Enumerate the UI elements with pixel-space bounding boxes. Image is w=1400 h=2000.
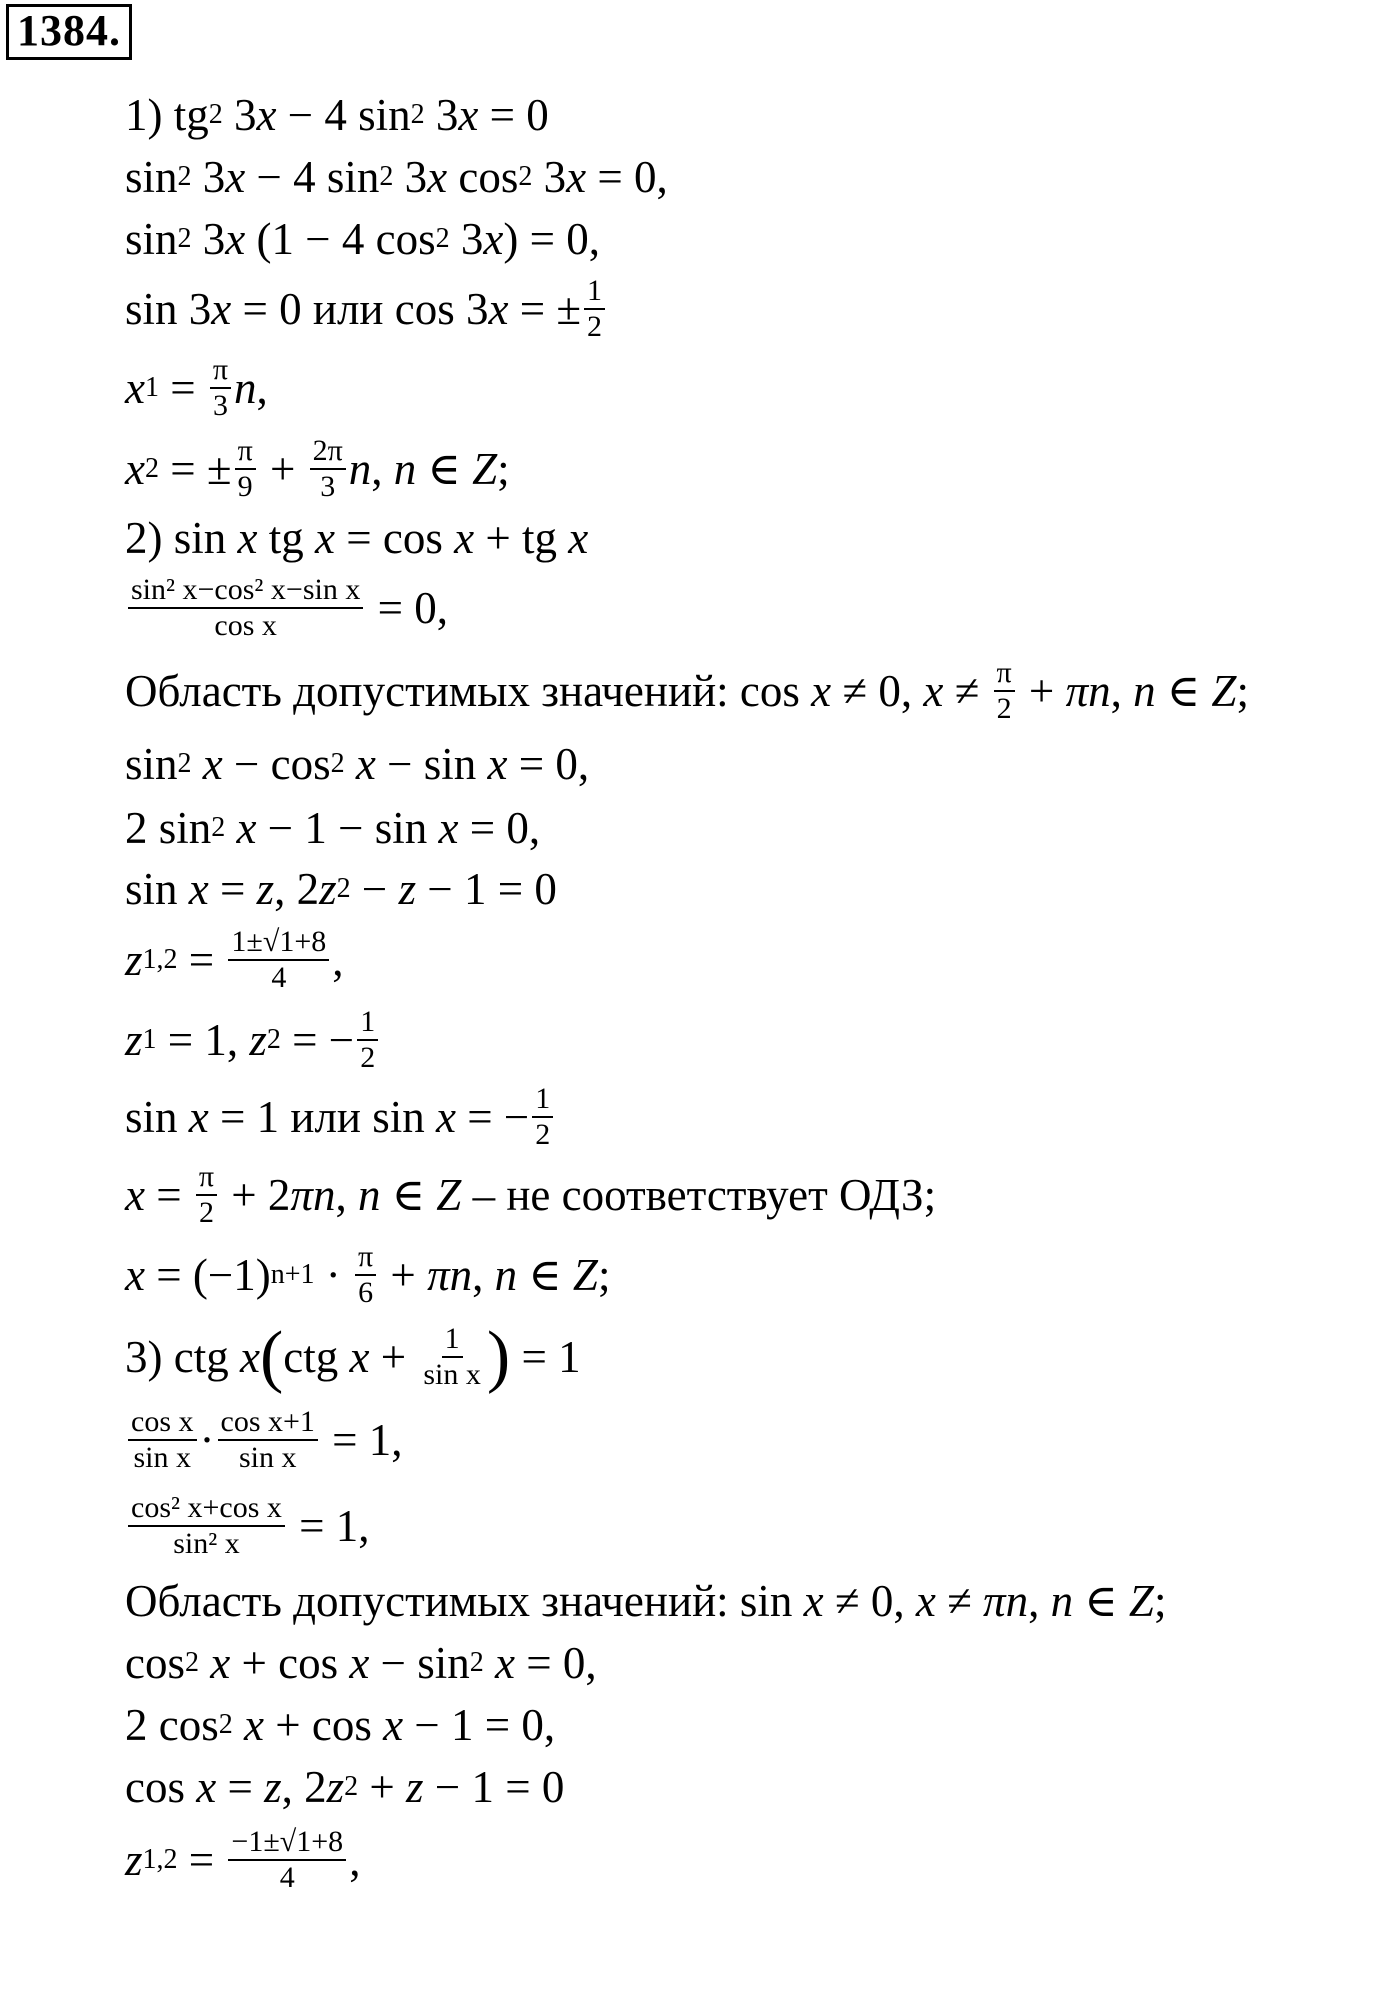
math-variable: x	[225, 213, 246, 264]
math-text: ·	[199, 1414, 215, 1465]
math-variable: Z	[1128, 1575, 1154, 1626]
math-text: 3	[393, 151, 428, 202]
math-variable: x	[244, 1699, 264, 1750]
math-variable: x	[315, 512, 335, 563]
math-variable: n	[348, 443, 372, 494]
solution-body	[125, 84, 1400, 1902]
math-text: − 4 sin	[245, 151, 380, 202]
math-text: −	[350, 863, 399, 914]
subscript: 1	[144, 372, 159, 403]
math-variable: x	[568, 512, 589, 563]
math-text: ,	[371, 443, 394, 494]
math-text: sin	[125, 738, 178, 789]
math-variable: x	[125, 1249, 145, 1300]
subscript: 2	[266, 1024, 281, 1055]
math-text: + cos	[263, 1699, 384, 1750]
math-text: 3	[424, 89, 459, 140]
math-text: + tg	[474, 512, 569, 563]
math-text: = 0 или cos 3	[231, 283, 489, 334]
math-text: ;	[1153, 1575, 1167, 1626]
fraction-numerator: 1	[532, 1082, 553, 1119]
equation-line	[125, 1694, 1400, 1756]
math-variable: z	[406, 1761, 424, 1812]
math-variable: z	[398, 863, 417, 914]
fraction	[128, 1491, 285, 1562]
fraction	[228, 1825, 346, 1896]
math-text: , 2	[281, 1761, 327, 1812]
math-variable: x	[483, 213, 504, 264]
math-variable: x	[495, 1637, 515, 1688]
math-variable: πn	[290, 1169, 336, 1220]
equation-line	[125, 1002, 1400, 1078]
math-text: +	[358, 1761, 407, 1812]
fraction-numerator: cos x+1	[218, 1405, 318, 1442]
fraction-denominator: 9	[237, 470, 253, 503]
math-text: ,	[332, 934, 344, 985]
equation-line	[125, 1398, 1400, 1482]
math-variable: πn	[1065, 665, 1111, 716]
equation-line	[125, 146, 1400, 208]
fraction-numerator: π	[235, 434, 256, 471]
fraction	[994, 656, 1015, 727]
math-variable: z	[125, 1014, 143, 1065]
fraction-numerator: 1±√1+8	[228, 925, 329, 962]
math-text: 2 cos	[125, 1699, 219, 1750]
math-text: cos	[447, 151, 519, 202]
fraction-denominator: 3	[212, 389, 228, 422]
math-text: − sin	[369, 1637, 470, 1688]
fraction-denominator: 2	[198, 1196, 214, 1229]
fraction-denominator: sin x	[238, 1441, 297, 1474]
fraction-denominator: 4	[279, 1861, 295, 1894]
fraction-denominator: 3	[320, 470, 336, 503]
superscript: 2	[518, 161, 533, 192]
fraction-numerator: π	[994, 656, 1015, 693]
math-text: sin 3	[125, 283, 212, 334]
math-text: Область допустимых значений: cos	[125, 665, 812, 716]
fraction-denominator: 2	[587, 310, 603, 343]
equation-line	[125, 428, 1400, 510]
math-variable: x	[237, 512, 258, 563]
math-text: =	[158, 362, 207, 413]
math-variable: x	[458, 89, 479, 140]
fraction-denominator: 6	[358, 1276, 374, 1309]
equation-line	[125, 732, 1400, 796]
equation-line	[125, 1156, 1400, 1234]
math-text: 3	[191, 213, 226, 264]
superscript: 2	[177, 223, 192, 254]
superscript: 2	[208, 99, 223, 130]
math-text	[484, 1641, 495, 1686]
fraction-numerator: 1	[584, 274, 605, 311]
math-text: − 1 = 0	[416, 863, 557, 914]
equation-line	[125, 860, 1400, 918]
math-text: =	[216, 1761, 265, 1812]
math-text: =	[144, 1169, 193, 1220]
math-variable: x	[349, 1637, 370, 1688]
math-variable: z	[125, 934, 143, 985]
math-text: ∈	[1155, 665, 1212, 716]
math-text: = ±	[158, 443, 232, 494]
equation-line	[125, 1234, 1400, 1316]
math-text: cos	[125, 1761, 197, 1812]
math-variable: x	[125, 1169, 145, 1220]
superscript: 2	[218, 1709, 233, 1740]
math-text: ;	[597, 1249, 611, 1300]
math-variable: x	[349, 1331, 370, 1382]
fraction-denominator: sin x	[423, 1358, 481, 1391]
fraction	[210, 353, 231, 424]
math-text: = 1,	[156, 1014, 250, 1065]
fraction	[228, 925, 329, 996]
subscript: 1,2	[142, 1844, 178, 1875]
math-text: = (−1)	[144, 1249, 271, 1300]
math-variable: x	[438, 802, 459, 853]
math-variable: πn	[427, 1249, 473, 1300]
math-text: ∈	[517, 1249, 573, 1300]
math-text: = 0	[478, 89, 549, 140]
fraction-denominator: sin x	[133, 1441, 191, 1474]
fraction-numerator: cos² x+cos x	[128, 1491, 285, 1528]
subscript: 1	[142, 1024, 157, 1055]
math-text: ∈	[380, 1169, 437, 1220]
math-variable: x	[915, 1575, 936, 1626]
math-variable: z	[249, 1014, 267, 1065]
math-variable: z	[326, 1761, 345, 1812]
math-text: sin	[125, 213, 178, 264]
math-variable: x	[196, 1761, 217, 1812]
math-text: = 0,	[514, 1637, 597, 1688]
math-text: ≠ 0,	[831, 665, 924, 716]
math-text	[233, 1703, 244, 1748]
math-text: ≠	[935, 1575, 984, 1626]
superscript: 2	[435, 223, 450, 254]
fraction-denominator: 2	[360, 1041, 376, 1074]
math-text: − sin	[375, 738, 488, 789]
math-text: ≠	[943, 665, 991, 716]
math-text: ;	[1236, 665, 1249, 716]
math-text: − 1 − sin	[256, 802, 439, 853]
math-variable: x	[125, 443, 145, 494]
math-variable: x	[188, 863, 209, 914]
math-text: +	[258, 443, 307, 494]
math-text: ,	[1110, 665, 1134, 716]
fraction-denominator: sin² x	[173, 1527, 240, 1560]
math-text: = 1 или sin	[208, 1091, 437, 1142]
math-text: =	[208, 863, 257, 914]
math-text: cos	[125, 1637, 185, 1688]
problem-number: 1384.	[6, 4, 132, 60]
math-text: + cos	[230, 1637, 350, 1688]
math-text: +	[369, 1331, 418, 1382]
fraction	[128, 1405, 197, 1476]
math-text: ) = 0,	[503, 213, 600, 264]
math-text: ∈	[1073, 1575, 1129, 1626]
math-text: ,	[335, 1169, 358, 1220]
equation-line	[125, 1632, 1400, 1694]
fraction	[196, 1160, 217, 1231]
math-text: 2) sin	[125, 512, 238, 563]
math-variable: z	[125, 1834, 143, 1885]
fraction-numerator: 2π	[310, 434, 346, 471]
math-variable: x	[211, 283, 232, 334]
equation-line	[125, 270, 1400, 348]
math-variable: πn	[983, 1575, 1029, 1626]
math-variable: x	[488, 283, 509, 334]
math-text: sin	[125, 863, 189, 914]
math-text: tg	[257, 512, 315, 563]
math-variable: x	[188, 1091, 209, 1142]
math-text: = 0,	[586, 151, 668, 202]
math-variable: x	[239, 1331, 260, 1382]
fraction	[532, 1082, 553, 1153]
large-parenthesis: (	[259, 1318, 284, 1395]
fraction	[235, 434, 256, 505]
math-text: ·	[314, 1249, 353, 1300]
math-text	[192, 742, 203, 787]
superscript: 2	[185, 1647, 199, 1678]
fraction	[357, 1005, 378, 1076]
fraction	[218, 1405, 318, 1476]
superscript: 2	[330, 748, 345, 779]
fraction-numerator: 1	[357, 1005, 378, 1042]
superscript: 2	[211, 812, 226, 843]
math-variable: z	[256, 863, 275, 914]
math-text: + 2	[220, 1169, 291, 1220]
math-text: – не соответствует ОДЗ;	[461, 1169, 937, 1220]
math-variable: n	[234, 362, 257, 413]
math-text: ≠ 0,	[823, 1575, 916, 1626]
fraction-numerator: cos x	[128, 1405, 197, 1442]
fraction	[584, 274, 605, 345]
fraction	[355, 1240, 376, 1311]
math-text: = 0,	[458, 802, 541, 853]
math-text	[199, 1641, 210, 1686]
math-text: Область допустимых значений: sin	[125, 1575, 804, 1626]
subscript: 2	[144, 453, 159, 484]
math-text: 1) tg	[125, 89, 209, 140]
math-variable: x	[383, 1699, 404, 1750]
equation-line	[125, 796, 1400, 860]
math-text: (1 − 4 cos	[245, 213, 436, 264]
math-variable: x	[923, 665, 944, 716]
fraction-denominator: 2	[996, 692, 1012, 725]
fraction-numerator: sin² x−cos² x−sin x	[128, 573, 363, 610]
superscript: 2	[336, 873, 351, 904]
math-variable: x	[436, 1091, 456, 1142]
equation-line	[125, 348, 1400, 428]
equation-line	[125, 1078, 1400, 1156]
math-variable: n	[1133, 665, 1156, 716]
math-text: 3	[191, 151, 226, 202]
fraction-numerator: π	[196, 1160, 217, 1197]
fraction	[420, 1322, 484, 1393]
equation-line	[125, 510, 1400, 566]
math-text: = 0,	[366, 582, 448, 633]
math-variable: Z	[1211, 665, 1237, 716]
math-text: = cos	[334, 512, 455, 563]
fraction-numerator: −1±√1+8	[228, 1825, 346, 1862]
math-text: ,	[256, 362, 268, 413]
math-text	[225, 806, 236, 851]
equation-line	[125, 1818, 1400, 1902]
equation-line	[125, 650, 1400, 732]
math-variable: x	[225, 151, 246, 202]
math-variable: x	[355, 738, 376, 789]
math-text	[345, 742, 356, 787]
equation-line	[125, 1482, 1400, 1570]
math-variable: z	[264, 1761, 282, 1812]
math-text: − 4 sin	[276, 89, 411, 140]
math-variable: z	[319, 863, 337, 914]
superscript: 2	[344, 1771, 359, 1802]
math-text: ctg	[283, 1331, 350, 1382]
math-text: 3	[532, 151, 567, 202]
fraction	[310, 434, 346, 505]
math-variable: x	[566, 151, 587, 202]
superscript: n+1	[270, 1259, 315, 1290]
fraction-numerator: π	[210, 353, 231, 390]
math-text: ,	[472, 1249, 495, 1300]
superscript: 2	[177, 748, 192, 779]
math-text: = ±	[508, 283, 582, 334]
math-variable: x	[125, 362, 145, 413]
math-text: − 1 = 0	[423, 1761, 565, 1812]
math-text: − 1 = 0,	[403, 1699, 556, 1750]
fraction-denominator: 4	[271, 961, 287, 994]
math-variable: Z	[472, 443, 498, 494]
equation-line	[125, 1316, 1400, 1398]
math-text: = −	[456, 1091, 530, 1142]
math-text: =	[177, 934, 226, 985]
math-variable: x	[803, 1575, 824, 1626]
equation-line	[125, 84, 1400, 146]
math-text: =	[177, 1834, 226, 1885]
math-variable: n	[357, 1169, 381, 1220]
math-text: = 0,	[507, 738, 590, 789]
math-text: − cos	[222, 738, 331, 789]
equation-line	[125, 208, 1400, 270]
math-text: ;	[497, 443, 510, 494]
math-text: ∈	[416, 443, 473, 494]
math-text: sin	[125, 151, 178, 202]
equation-line	[125, 1756, 1400, 1818]
math-variable: x	[202, 738, 223, 789]
fraction-numerator: π	[355, 1240, 376, 1277]
math-variable: n	[1050, 1575, 1074, 1626]
math-variable: Z	[572, 1249, 598, 1300]
math-variable: x	[811, 665, 832, 716]
math-variable: n	[494, 1249, 518, 1300]
math-variable: x	[454, 512, 475, 563]
math-text: , 2	[274, 863, 320, 914]
math-variable: x	[210, 1637, 231, 1688]
math-text: 3) ctg	[125, 1331, 240, 1382]
fraction	[128, 573, 363, 644]
math-variable: x	[236, 802, 257, 853]
math-variable: x	[256, 89, 277, 140]
equation-line	[125, 566, 1400, 650]
math-text: +	[379, 1249, 428, 1300]
math-text: ,	[1028, 1575, 1051, 1626]
math-variable: Z	[436, 1169, 462, 1220]
subscript: 1,2	[142, 944, 178, 975]
superscript: 2	[379, 161, 394, 192]
math-text: 3	[222, 89, 257, 140]
math-text: ,	[349, 1834, 361, 1885]
math-text: 3	[449, 213, 484, 264]
superscript: 2	[410, 99, 425, 130]
math-variable: n	[393, 443, 417, 494]
superscript: 2	[177, 161, 192, 192]
math-text: +	[1017, 665, 1066, 716]
fraction-denominator: cos x	[214, 609, 277, 642]
math-text: sin	[125, 1091, 189, 1142]
math-text: = −	[280, 1014, 355, 1065]
math-text: = 1	[510, 1331, 581, 1382]
large-parenthesis: )	[486, 1318, 511, 1395]
math-variable: x	[427, 151, 448, 202]
math-text: 2 sin	[125, 802, 212, 853]
fraction-denominator: 2	[535, 1118, 551, 1151]
equation-line	[125, 918, 1400, 1002]
math-text: = 1,	[287, 1500, 370, 1551]
fraction-numerator: 1	[442, 1322, 463, 1359]
math-text: = 1,	[320, 1414, 403, 1465]
equation-line	[125, 1570, 1400, 1632]
math-variable: x	[487, 738, 508, 789]
superscript: 2	[469, 1647, 484, 1678]
